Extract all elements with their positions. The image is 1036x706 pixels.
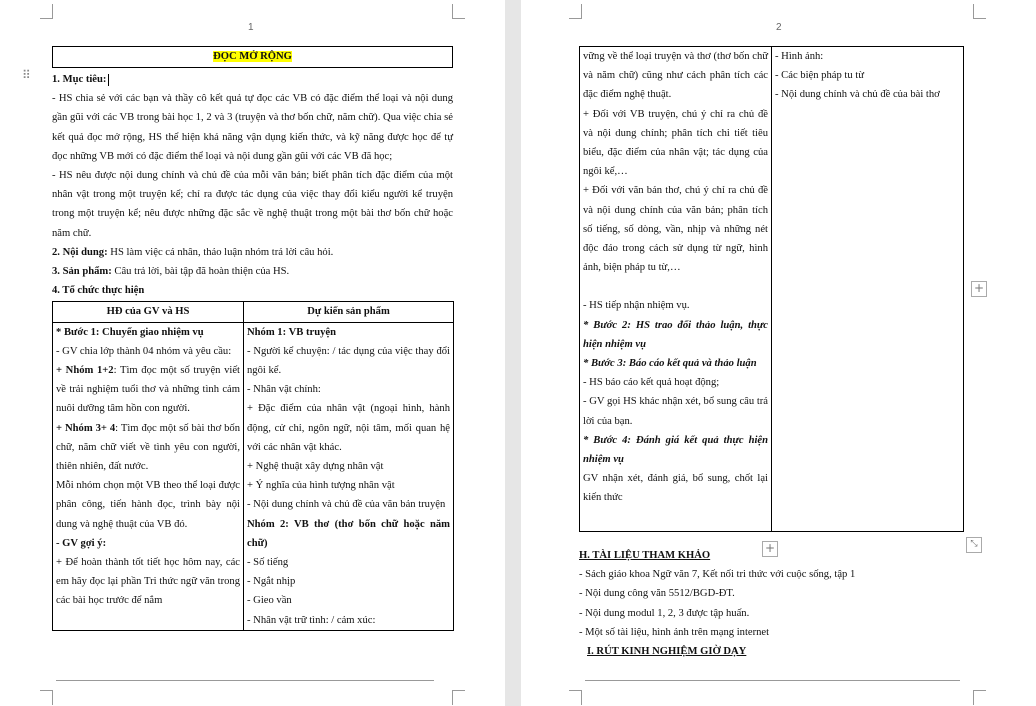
footer-line bbox=[585, 680, 960, 681]
text-line: GV nhận xét, đánh giá, bổ sung, chốt lại kiến thức bbox=[583, 473, 768, 504]
text-line: - GV gợi ý: bbox=[56, 537, 107, 549]
text-line: + Nhóm 3+ 4: Tìm đọc một số bài thơ bốn chữ, năm chữ viết về tình yêu con người, thiên nhiên, đất nước. bbox=[56, 422, 240, 473]
crop-mark bbox=[452, 690, 465, 705]
paragraph[interactable]: - HS chia sẻ với các bạn và thầy cô kết quả tự đọc các VB có đặc điểm thể loại và nội dung gần gũi với các VB trong bài học 1, 2 và 3 (truyện và thơ bốn chữ, năm chữ). Qua việc chia sẻ kết quả đọc mở rộng, HS thể hiện khả năng vận dụng kiến thức, và kỹ năng được học để tự đọc những VB mới có đặc điểm thể loại và nội dung gần gũi với các VB đã học; bbox=[52, 93, 453, 162]
page-title: ĐỌC MỞ RỘNG bbox=[213, 51, 292, 62]
text-line: + Nghệ thuật xây dựng nhân vật bbox=[247, 461, 384, 473]
text-line: - Nội dung chính và chủ đề của văn bản truyện bbox=[247, 499, 446, 511]
crop-mark bbox=[973, 690, 986, 705]
text-line: - Số tiếng bbox=[247, 557, 289, 569]
table-header-cell[interactable]: Dự kiến sản phẩm bbox=[244, 302, 454, 322]
drag-handle-icon[interactable]: ⠿ bbox=[22, 68, 31, 82]
reference-item[interactable]: - Một số tài liệu, hình ảnh trên mạng internet bbox=[579, 626, 770, 638]
footer-line bbox=[56, 680, 434, 681]
crop-mark bbox=[40, 690, 53, 705]
text-line: + Đặc điểm của nhân vật (ngoại hình, hành động, cử chỉ, ngôn ngữ, nội tâm, mối quan hệ với các nhân vật khác. bbox=[247, 403, 450, 453]
crop-mark bbox=[569, 4, 582, 19]
text-line: - GV chia lớp thành 04 nhóm và yêu cầu: bbox=[56, 345, 232, 357]
title-box bbox=[52, 46, 453, 68]
table-cell-product[interactable] bbox=[772, 47, 964, 532]
step-2-label: * Bước 2: HS trao đổi thảo luận, thực hiện nhiệm vụ bbox=[583, 319, 768, 350]
activity-table bbox=[52, 301, 454, 630]
page-2-content bbox=[579, 46, 963, 661]
group-label: Nhóm 2: VB thơ (thơ bốn chữ hoặc năm chữ) bbox=[247, 518, 450, 549]
table-resize-icon[interactable]: ⤡ bbox=[966, 537, 982, 553]
page-number: 1 bbox=[248, 22, 254, 33]
paragraph[interactable]: - HS nêu được nội dung chính và chủ đề của mỗi văn bản; biết phân tích đặc điểm của một nhân vật trong một truyện kể; chỉ ra được tác dụng của việc thay đổi kiểu người kể truyện trong một truyện kể; nêu được những đặc sắc về nghệ thuật trong một bài thơ bốn chữ hoặc năm chữ. bbox=[52, 170, 453, 239]
text-line: - HS báo cáo kết quả hoạt động; bbox=[583, 377, 720, 389]
group-label: Nhóm 1: VB truyện bbox=[247, 326, 336, 338]
add-column-icon[interactable]: + bbox=[971, 281, 987, 297]
text-line: + Đối với VB truyện, chú ý chỉ ra chủ đề và nội dung chính; phân tích chi tiết tiêu biểu, đặc điểm của nhân vật; tác dụng của ngôi kể,… bbox=[583, 108, 768, 178]
section-2[interactable]: 2. Nội dung: HS làm việc cá nhân, thảo luận nhóm trả lời câu hỏi. bbox=[52, 246, 334, 258]
text-line: - Người kể chuyện: / tác dụng của việc thay đổi ngôi kể. bbox=[247, 345, 450, 377]
add-row-icon[interactable]: + bbox=[762, 541, 778, 557]
text-line: + Đối với văn bản thơ, chú ý chỉ ra chủ đề và nội dung chính của văn bản; phân tích số tiếng, số dòng, vần, nhịp và những nét độc đáo trong cách sử dụng từ ngữ, hình ảnh, biện pháp tu từ,… bbox=[583, 185, 768, 274]
section-4-heading[interactable]: 4. Tổ chức thực hiện bbox=[52, 285, 145, 297]
text-line: - GV gọi HS khác nhận xét, bổ sung câu trả lời của bạn. bbox=[583, 396, 768, 427]
activity-table-continued bbox=[579, 46, 964, 532]
text-line: - Nội dung chính và chủ đề của bài thơ bbox=[775, 89, 940, 101]
text-line: - Hình ảnh: bbox=[775, 51, 824, 62]
table-header-cell[interactable]: HĐ của GV và HS bbox=[53, 302, 244, 322]
text-line: - Nhân vật chính: bbox=[247, 384, 321, 396]
text-line: + Nhóm 1+2: Tìm đọc một số truyện viết về trải nghiệm tuổi thơ và những tình cảm nuôi dưỡng tâm hồn con người. bbox=[56, 365, 240, 415]
reference-item[interactable]: - Nội dung modul 1, 2, 3 được tập huấn. bbox=[579, 607, 750, 619]
table-cell-activity[interactable] bbox=[53, 322, 244, 630]
step-1-label: * Bước 1: Chuyển giao nhiệm vụ bbox=[56, 326, 204, 338]
page-2 bbox=[521, 0, 1036, 706]
page-number: 2 bbox=[776, 22, 782, 33]
crop-mark bbox=[569, 690, 582, 705]
page-1-content bbox=[52, 46, 453, 631]
text-line: - Gieo vần bbox=[247, 595, 292, 607]
blank-line bbox=[583, 277, 768, 296]
text-line: - HS tiếp nhận nhiệm vụ. bbox=[583, 300, 690, 312]
table-row bbox=[53, 322, 454, 630]
text-line: vững về thể loại truyện và thơ (thơ bốn chữ và năm chữ) cũng như cách phân tích các đặc điểm nghệ thuật. bbox=[583, 51, 768, 101]
text-line: - Ngắt nhịp bbox=[247, 576, 296, 588]
text-line: + Ý nghĩa của hình tượng nhân vật bbox=[247, 480, 395, 492]
section-3[interactable]: 3. Sản phẩm: Câu trả lời, bài tập đã hoàn thiện của HS. bbox=[52, 266, 290, 278]
table-header-row bbox=[53, 302, 454, 322]
step-4-label: * Bước 4: Đánh giá kết quả thực hiện nhiệm vụ bbox=[583, 434, 768, 466]
step-3-label: * Bước 3: Báo cáo kết quả và thảo luận bbox=[583, 358, 757, 370]
crop-mark bbox=[452, 4, 465, 19]
text-line: - Nhân vật trữ tình: / cảm xúc: bbox=[247, 614, 376, 626]
text-cursor bbox=[108, 74, 109, 86]
text-line: - Các biện pháp tu từ bbox=[775, 70, 864, 82]
references-section bbox=[579, 546, 963, 661]
table-cell-product[interactable] bbox=[244, 322, 454, 630]
reference-item[interactable]: - Sách giáo khoa Ngữ văn 7, Kết nối tri thức với cuộc sống, tập 1 bbox=[579, 569, 856, 581]
text-line: Mỗi nhóm chọn một VB theo thể loại được phân công, tiến hành đọc, trình bày nội dung và nghệ thuật của VB đó. bbox=[56, 480, 240, 530]
page-1 bbox=[0, 0, 505, 706]
crop-mark bbox=[40, 4, 53, 19]
lesson-review-heading[interactable]: I. RÚT KINH NGHIỆM GIỜ DẠY bbox=[587, 646, 747, 658]
references-heading[interactable]: H. TÀI LIỆU THAM KHẢO bbox=[579, 550, 711, 561]
reference-item[interactable]: - Nội dung công văn 5512/BGD-ĐT. bbox=[579, 588, 735, 600]
text-line: + Để hoàn thành tốt tiết học hôm nay, các em hãy đọc lại phần Tri thức ngữ văn trong các bài học trước để nắm bbox=[56, 557, 240, 607]
table-cell-activity[interactable] bbox=[580, 47, 772, 532]
table-row bbox=[580, 47, 964, 532]
section-1-heading[interactable]: 1. Mục tiêu: bbox=[52, 70, 453, 89]
crop-mark bbox=[973, 4, 986, 19]
